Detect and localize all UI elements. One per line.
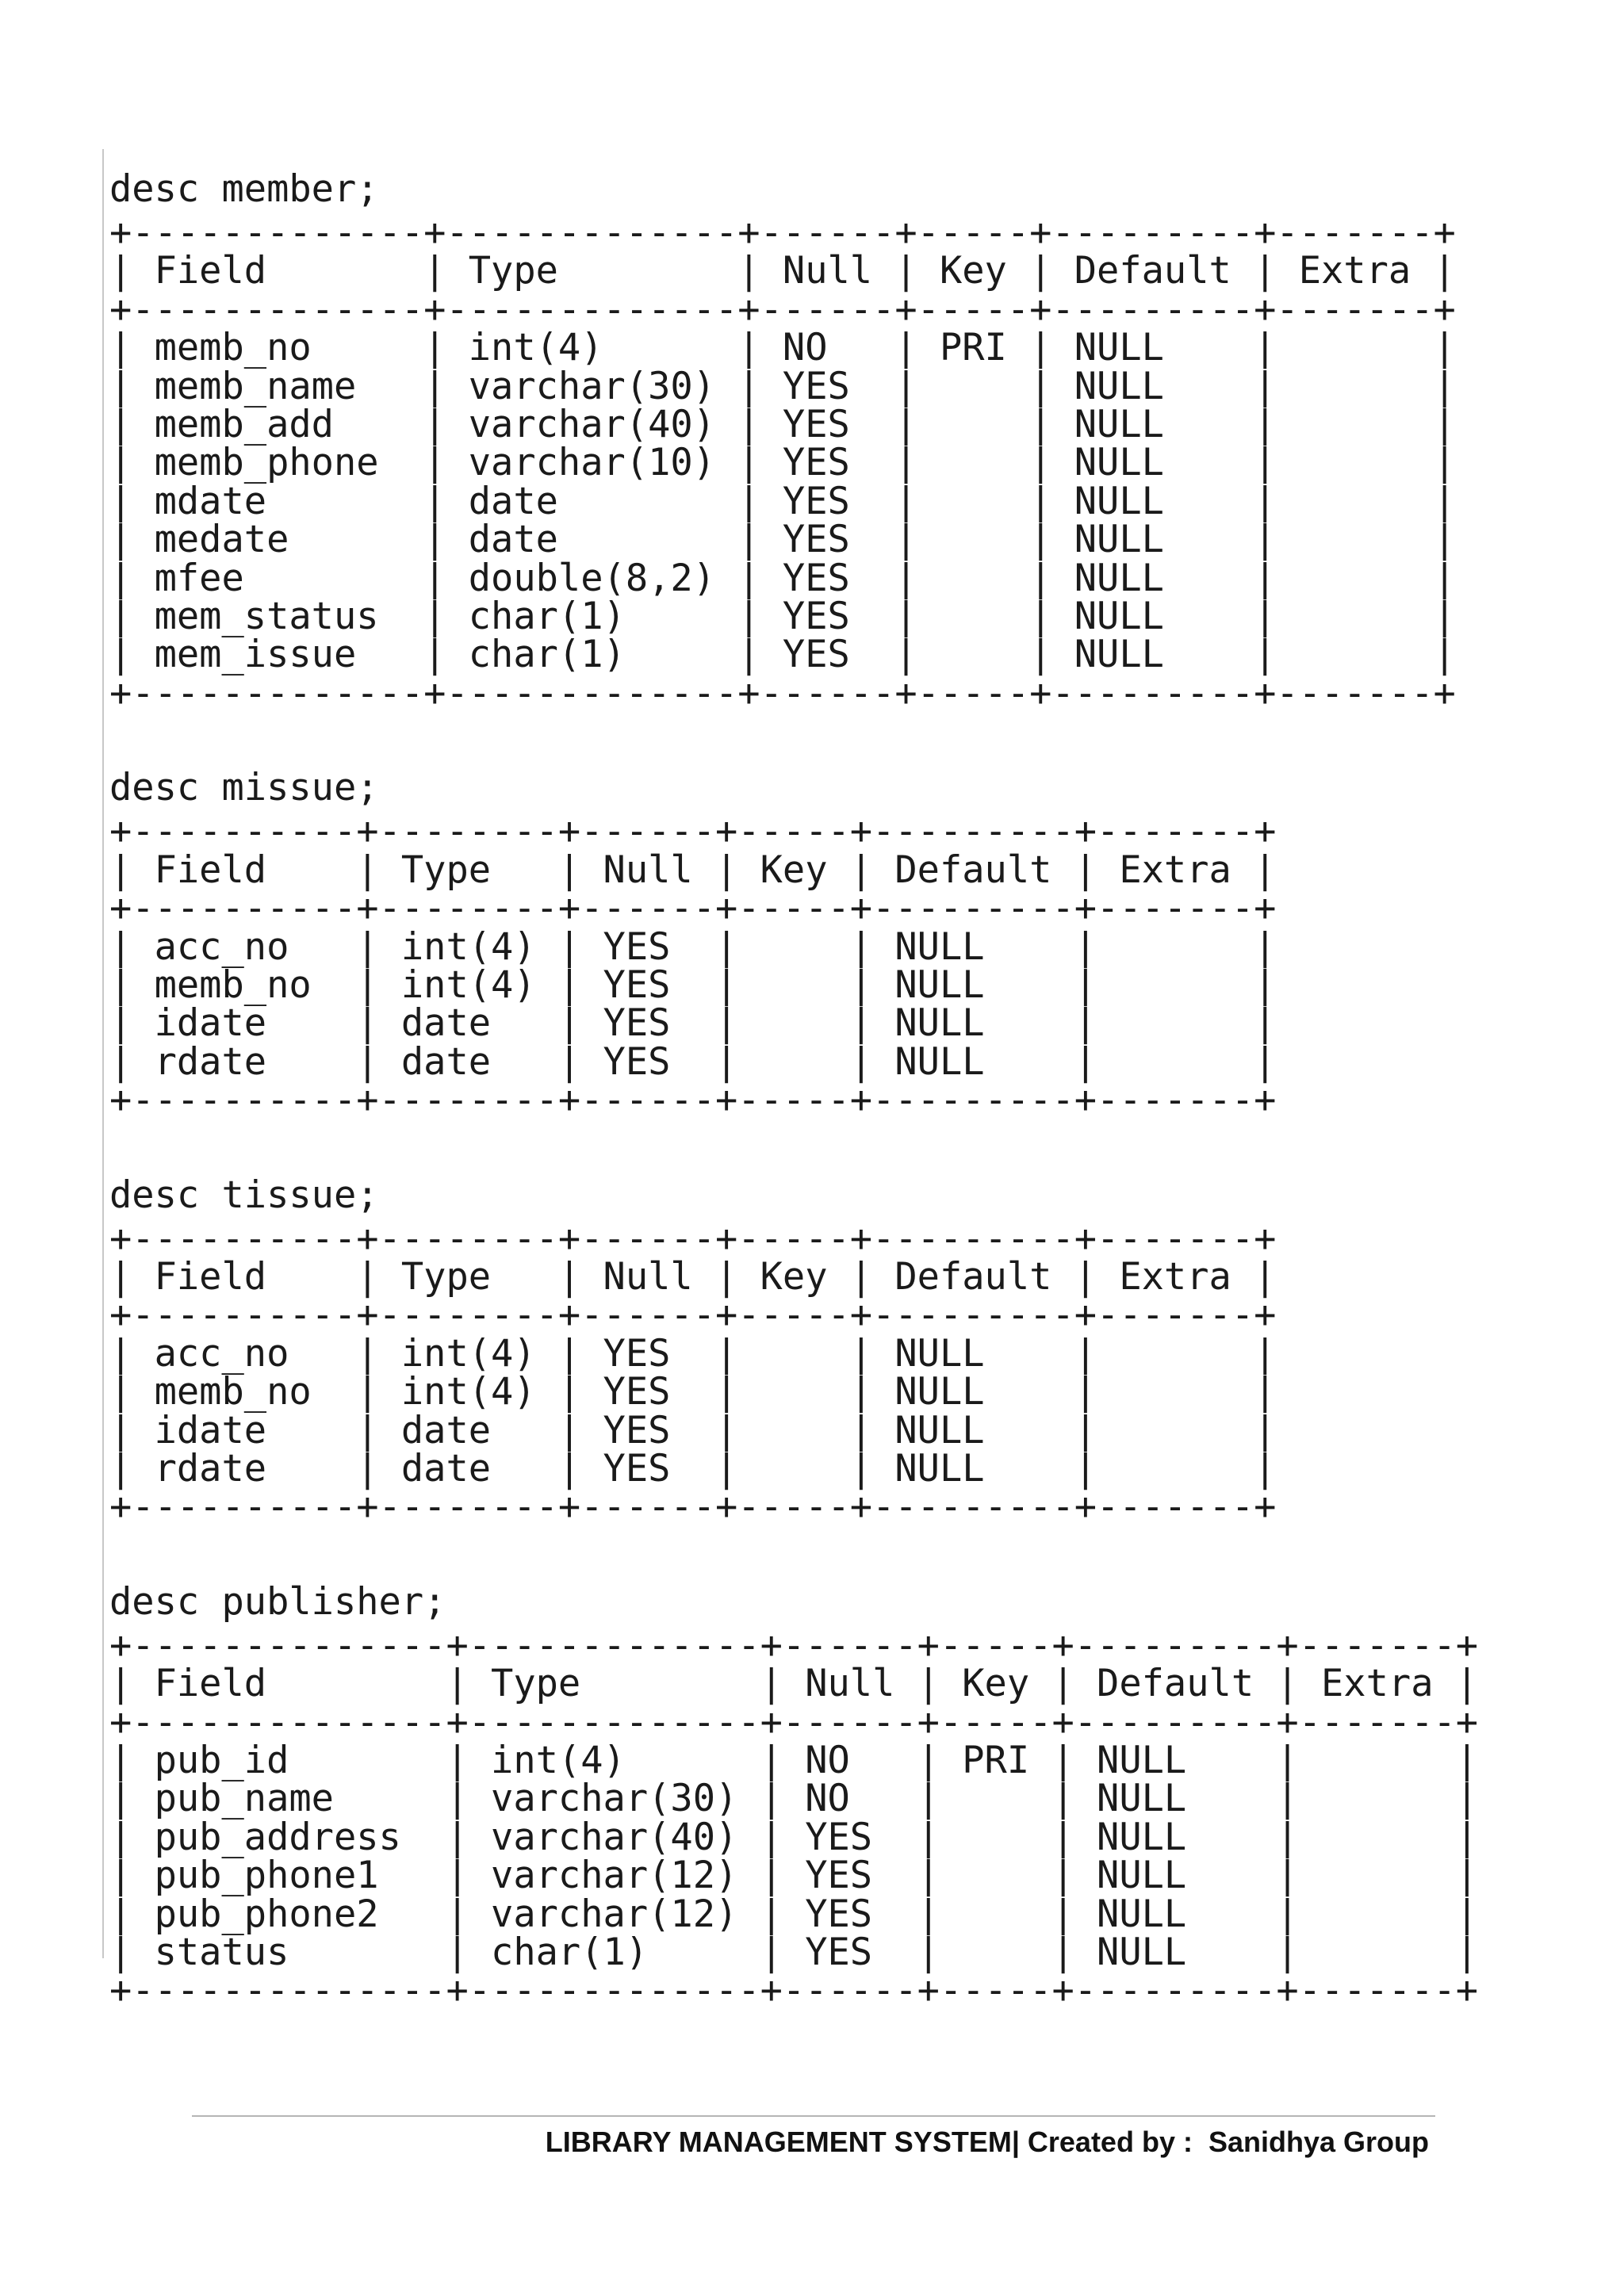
member-table: +-------------+-------------+------+-----+---------+-------+ | Field | Type | Null | Key | Default | Extra | +-------------+-------------+------+-----+---------+-------+ | memb_no | int(4) | NO | PRI | NULL | | | memb_name | varchar(30) | YES | | NULL | | | memb_add | varchar(40) | YES | | NULL | | | memb_phone | varchar(10) | YES | | NULL | | | mdate | date | YES | | NULL | | | medate | date | YES | | NULL | | | mfee | double(8,2) | YES | | NULL | | | mem_status | char(1) | YES | | NULL | | | mem_issue | char(1) | YES | | NULL | | +-------------+-------------+------+-----+---------+-------+ [109, 211, 1456, 715]
desc-publisher-block [109, 1578, 1478, 2011]
tissue-table: +----------+--------+------+-----+---------+-------+ | Field | Type | Null | Key | Default | Extra | +----------+--------+------+-----+---------+-------+ | acc_no | int(4) | YES | | NULL | | | memb_no | int(4) | YES | | NULL | | | idate | date | YES | | NULL | | | rdate | date | YES | | NULL | | +----------+--------+------+-----+---------+-------+ [109, 1216, 1277, 1529]
publisher-table: +--------------+-------------+------+-----+---------+-------+ | Field | Type | Null | Key | Default | Extra | +--------------+-------------+------+-----+---------+-------+ | pub_id | int(4) | NO | PRI | NULL | | | pub_name | varchar(30) | NO | | NULL | | | pub_address | varchar(40) | YES | | NULL | | | pub_phone1 | varchar(12) | YES | | NULL | | | pub_phone2 | varchar(12) | YES | | NULL | | | status | char(1) | YES | | NULL | | +--------------+-------------+------+-----+---------+-------+ [109, 1623, 1479, 2013]
console-output [109, 165, 1478, 2011]
page-left-border [102, 149, 104, 1958]
desc-missue-block [109, 763, 1478, 1123]
desc-member-block [109, 165, 1478, 713]
footer-divider [192, 2115, 1435, 2117]
desc-member-command: desc member; [109, 167, 379, 211]
desc-tissue-command: desc tissue; [109, 1173, 379, 1217]
desc-tissue-block [109, 1171, 1478, 1527]
desc-missue-command: desc missue; [109, 766, 379, 810]
missue-table: +----------+--------+------+-----+---------+-------+ | Field | Type | Null | Key | Default | Extra | +----------+--------+------+-----+---------+-------+ | acc_no | int(4) | YES | | NULL | | | memb_no | int(4) | YES | | NULL | | | idate | date | YES | | NULL | | | rdate | date | YES | | NULL | | +----------+--------+------+-----+---------+-------+ [109, 809, 1277, 1123]
desc-publisher-command: desc publisher; [109, 1579, 446, 1624]
footer-text: LIBRARY MANAGEMENT SYSTEM| Created by : Sanidhya Group [545, 2126, 1429, 2158]
